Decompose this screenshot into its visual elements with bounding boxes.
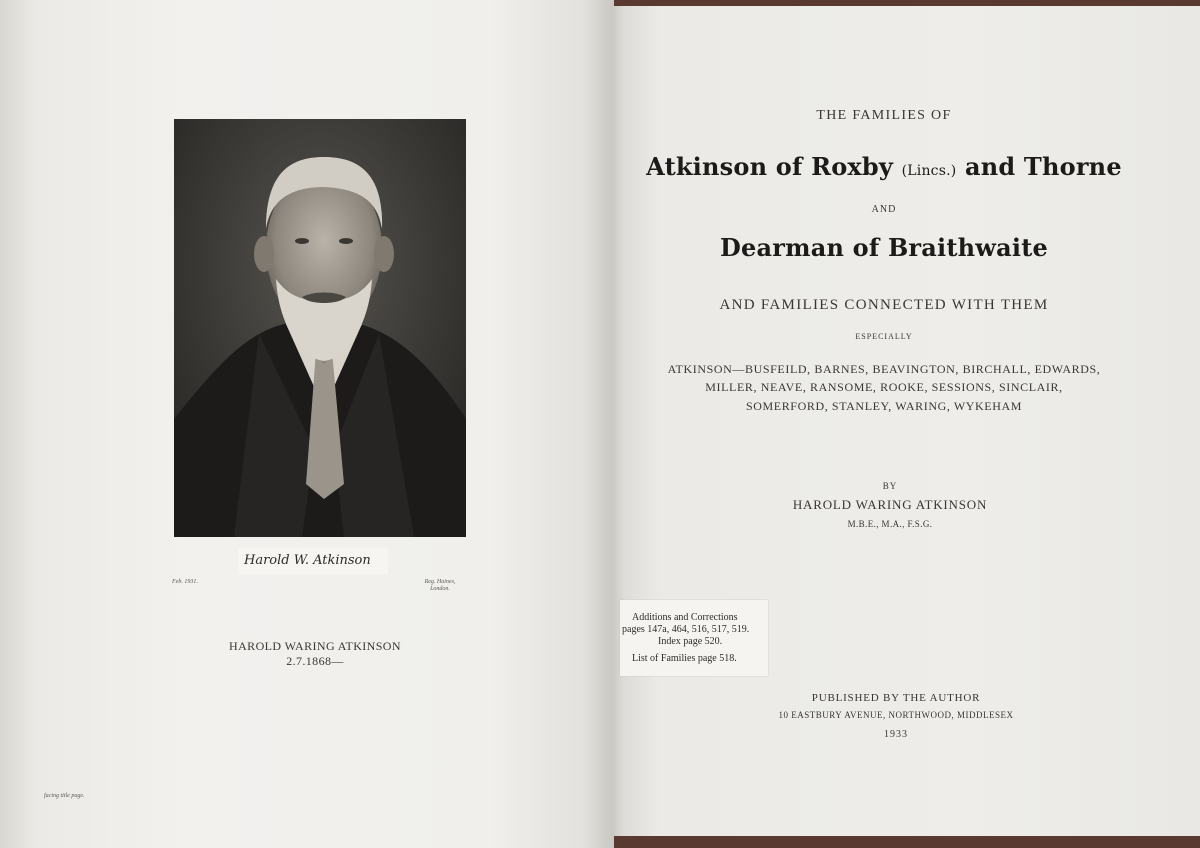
publication-year: 1933 — [884, 729, 908, 740]
title-by: BY — [882, 481, 898, 491]
title1-part-b: and Thorne — [964, 152, 1122, 181]
errata-line4: List of Families page 518. — [632, 653, 737, 664]
title-pretitle: THE FAMILIES OF — [816, 108, 952, 123]
photo-studio-line1: Reg. Haines, — [424, 579, 456, 585]
facing-page-note: facing title page. — [44, 793, 85, 799]
main-title-line1 — [590, 152, 1178, 181]
errata-line2: pages 147a, 464, 516, 517, 519. — [622, 624, 750, 635]
surnames-line2: MILLER, NEAVE, RANSOME, ROOKE, SESSIONS, SINCLAIR, — [705, 380, 1063, 394]
title-and: AND — [871, 204, 897, 215]
surnames-line1: ATKINSON—BUSFEILD, BARNES, BEAVINGTON, BIRCHALL, EDWARDS, — [667, 362, 1101, 376]
title1-lincs: (Lincs.) — [901, 163, 957, 179]
portrait-caption-dates: 2.7.1868— — [286, 654, 344, 668]
errata-line1: Additions and Corrections — [632, 612, 738, 623]
author-credentials: M.B.E., M.A., F.S.G. — [847, 519, 933, 529]
errata-line3: Index page 520. — [658, 636, 723, 647]
photo-studio-line2: London. — [430, 586, 450, 592]
surnames-line3: SOMERFORD, STANLEY, WARING, WYKEHAM — [745, 399, 1023, 413]
publisher-line: PUBLISHED BY THE AUTHOR — [811, 692, 981, 704]
photo-studio-credit — [412, 579, 468, 593]
photo-date: Feb. 1931. — [172, 579, 198, 585]
title-author: HAROLD WARING ATKINSON — [792, 497, 988, 512]
main-title-line2: Dearman of Braithwaite — [720, 233, 1048, 262]
publisher-address: 10 EASTBURY AVENUE, NORTHWOOD, MIDDLESEX — [778, 710, 1014, 720]
title1-part-a: Atkinson of Roxby — [646, 152, 894, 181]
author-portrait-photo — [174, 119, 466, 537]
author-signature: Harold W. Atkinson — [244, 553, 371, 568]
title-subtitle: AND FAMILIES CONNECTED WITH THEM — [719, 297, 1049, 313]
title-especially: ESPECIALLY — [855, 332, 913, 341]
portrait-caption-name: HAROLD WARING ATKINSON — [229, 639, 401, 653]
